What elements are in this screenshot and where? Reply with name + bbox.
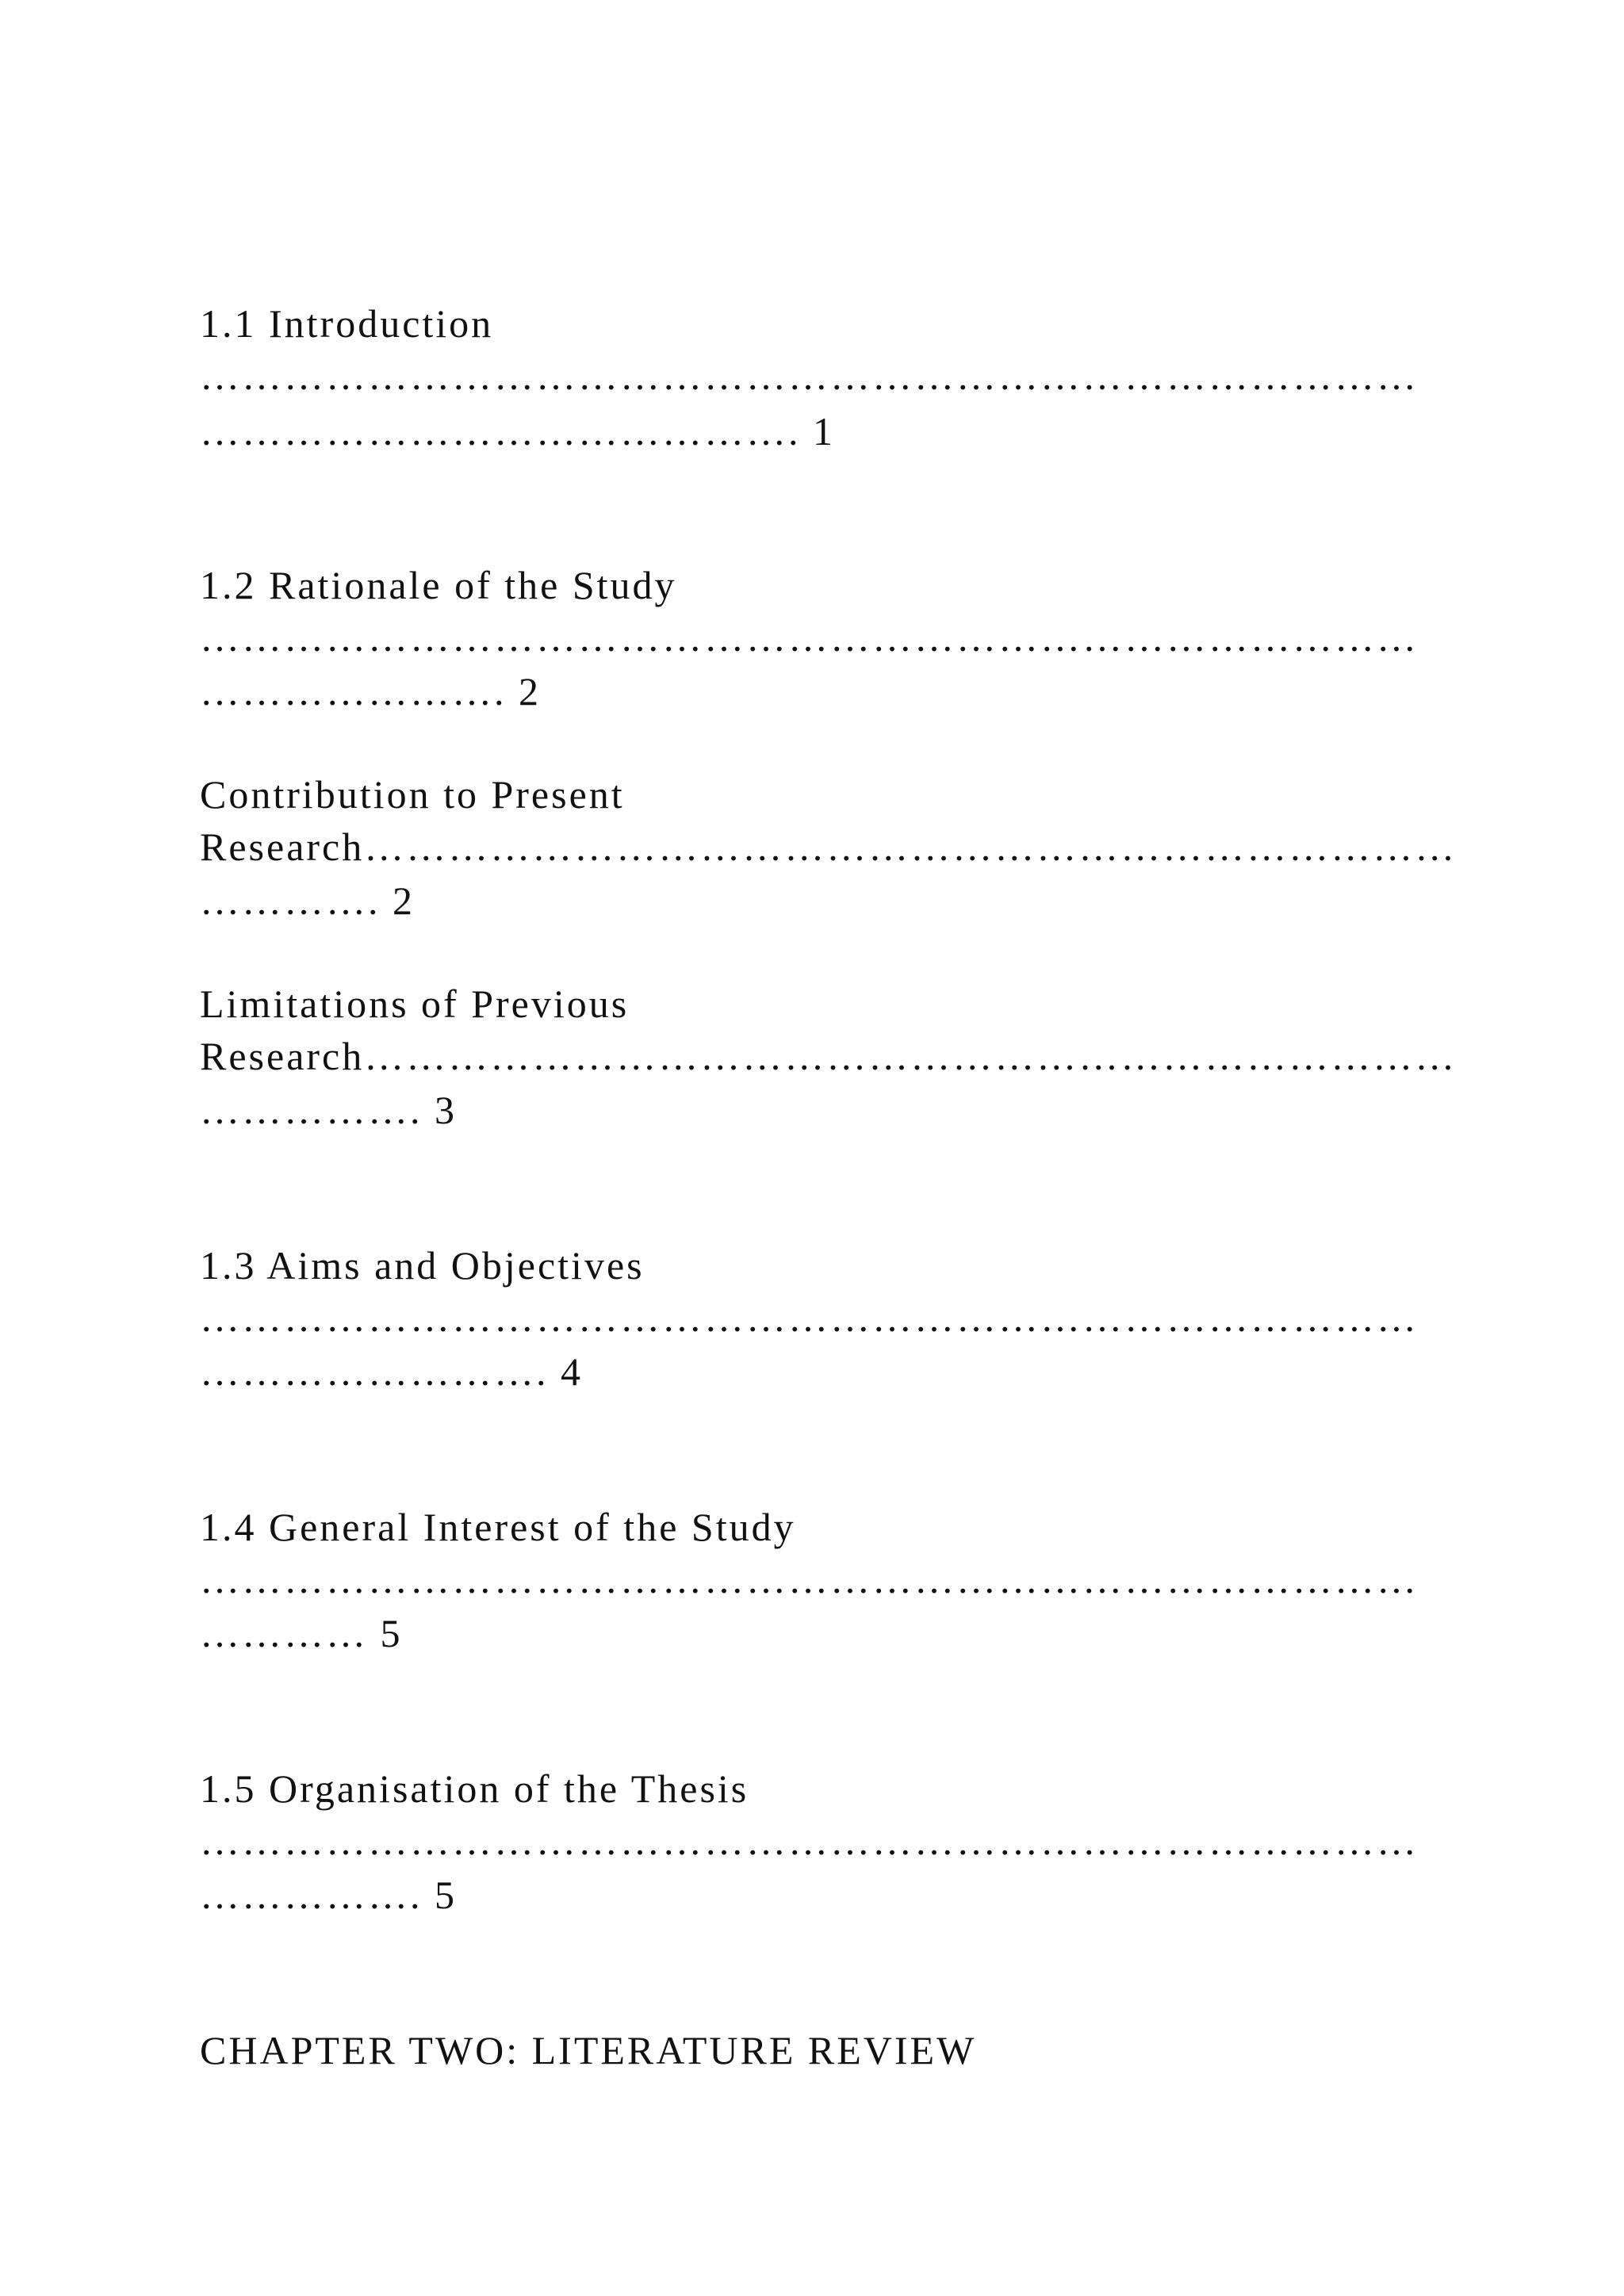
toc-entry-page: ………… 5 [200,1611,403,1655]
toc-entry-page: ……………………. 4 [200,1349,583,1394]
toc-entry-leader: …………………………………………………………………………… [200,1557,1419,1601]
toc-entry-leader: …………………………………………………………………………… [200,354,1419,398]
toc-entry-page: …………………. 2 [200,669,541,714]
toc-entry-title: 1.2 Rationale of the Study [200,563,677,607]
chapter-heading: CHAPTER TWO: LITERATURE REVIEW [200,2028,977,2072]
toc-entry-leader: Research…………………………………………………………………… [200,825,1457,869]
toc-entry-page: ……………. 3 [200,1088,457,1132]
toc-entry-title: 1.1 Introduction [200,301,494,346]
toc-entry-leader: …………………………………………………………………………… [200,1295,1419,1340]
toc-entry-leader: …………………………………………………………………………… [200,615,1419,660]
toc-entry-title: 1.5 Organisation of the Thesis [200,1766,749,1811]
toc-entry-title: 1.3 Aims and Objectives [200,1243,645,1288]
toc-entry-title: Limitations of Previous [200,982,630,1026]
toc-entry-page: ……………………………………. 1 [200,409,835,453]
toc-entry-page: …………. 2 [200,878,415,923]
toc-entry-title: 1.4 General Interest of the Study [200,1505,796,1549]
toc-entry-title: Contribution to Present [200,772,625,817]
toc-entry-leader: …………………………………………………………………………… [200,1819,1419,1863]
toc-entry-leader: Research…………………………………………………………………… [200,1034,1457,1078]
toc-entry-page: ……………. 5 [200,1873,457,1917]
